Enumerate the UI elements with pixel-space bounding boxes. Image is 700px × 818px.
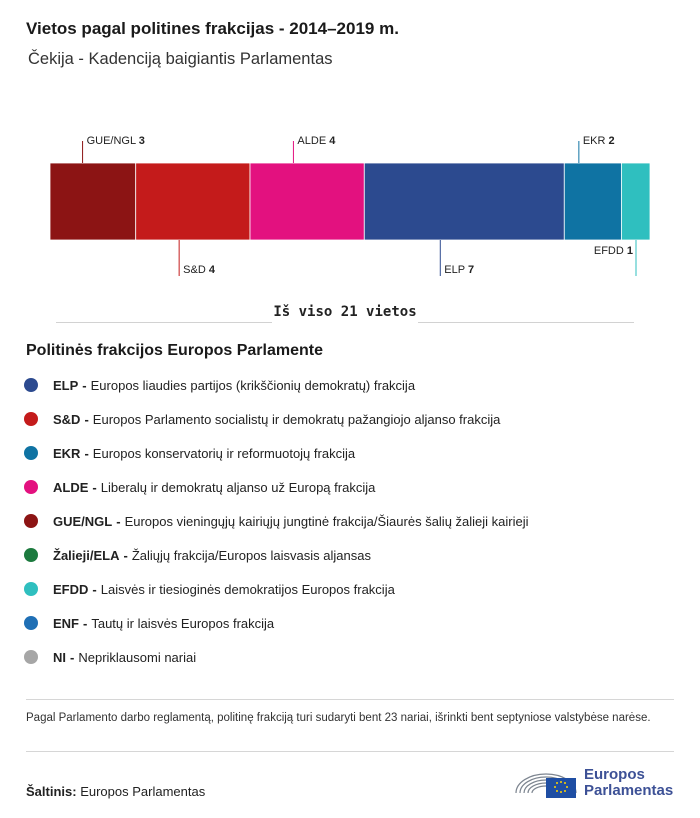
legend-dot-icon (24, 650, 38, 664)
logo-wordmark (584, 767, 673, 799)
legend-dot-icon (24, 480, 38, 494)
legend-code: S&D (53, 411, 81, 427)
source (26, 784, 205, 799)
total-rule-right (418, 322, 634, 323)
logo-line-1: Europos (584, 766, 645, 783)
legend-description: Europos Parlamento socialistų ir demokratų pažangiojo aljanso frakcija (92, 411, 501, 427)
legend-description: Tautų ir laisvės Europos frakcija (91, 615, 275, 631)
legend-separator: - (92, 581, 97, 597)
legend-description: Liberalų ir demokratų aljanso už Europą frakcija (100, 479, 376, 495)
legend-dot-icon (24, 548, 38, 562)
chart-title: Vietos pagal politines frakcijas - 2014–2019 m. (26, 19, 399, 38)
legend-item (24, 504, 684, 538)
legend-code: GUE/NGL (53, 513, 113, 529)
legend-separator: - (83, 615, 88, 631)
legend-dot-icon (24, 446, 38, 460)
legend-dot-icon (24, 582, 38, 596)
legend-item (24, 640, 684, 674)
legend-item (24, 368, 684, 402)
legend-code: EFDD (53, 581, 89, 597)
data-label-efdd: EFDD 1 (593, 245, 633, 257)
legend-separator: - (70, 649, 75, 665)
legend-description: Europos vieningųjų kairiųjų jungtinė frakcija/Šiaurės šalių žalieji kairieji (124, 513, 529, 529)
legend-dot-icon (24, 616, 38, 630)
legend-item (24, 538, 684, 572)
bar-segment-elp (364, 163, 564, 240)
legend-item (24, 470, 684, 504)
bar-segment-alde (250, 163, 364, 240)
chart-subtitle: Čekija - Kadenciją baigiantis Parlamentas (28, 50, 333, 68)
legend-separator: - (116, 513, 121, 529)
total-seats-label: Iš viso 21 vietos (273, 304, 417, 320)
footnote: Pagal Parlamento darbo reglamentą, politinę frakciją turi sudaryti bent 23 nariai, išrinkti bent septyniose valstybėse narėse. (26, 712, 651, 724)
logo-line-2: Parlamentas (584, 782, 674, 799)
legend-description: Europos konservatorių ir reformuotojų frakcija (92, 445, 356, 461)
legend-dot-icon (24, 412, 38, 426)
european-parliament-logo (512, 763, 682, 801)
legend-code: NI (53, 649, 66, 665)
legend-item (24, 606, 684, 640)
source-value: Europos Parlamentas (80, 784, 206, 799)
data-label-gue-ngl: GUE/NGL 3 (86, 135, 145, 147)
data-label-s-d: S&D 4 (183, 264, 215, 276)
legend-code: ENF (53, 615, 79, 631)
legend (24, 368, 684, 674)
legend-description: Nepriklausomi nariai (78, 649, 197, 665)
total-rule-left (56, 322, 272, 323)
legend-item (24, 572, 684, 606)
bar-segment-efdd (621, 163, 650, 240)
legend-code: ALDE (53, 479, 89, 495)
source-label: Šaltinis: (26, 784, 77, 799)
legend-description: Žaliųjų frakcija/Europos laisvasis aljansas (131, 547, 371, 563)
legend-dot-icon (24, 378, 38, 392)
note-divider-top (26, 699, 674, 700)
legend-separator: - (82, 377, 87, 393)
legend-description: Laisvės ir tiesioginės demokratijos Europos frakcija (100, 581, 395, 597)
stacked-bar-chart (0, 120, 700, 290)
data-label-elp: ELP 7 (444, 264, 475, 276)
data-label-alde: ALDE 4 (297, 135, 336, 147)
note-divider-bottom (26, 751, 674, 752)
legend-code: ELP (53, 377, 79, 393)
parliament-hemicycle-icon (512, 763, 580, 801)
bar-segment-gue-ngl (50, 163, 136, 240)
bar-segment-s-d (136, 163, 250, 240)
legend-separator: - (123, 547, 128, 563)
legend-title: Politinės frakcijos Europos Parlamente (26, 342, 323, 359)
legend-separator: - (84, 411, 89, 427)
legend-item (24, 402, 684, 436)
bar-segment-ekr (564, 163, 621, 240)
legend-item (24, 436, 684, 470)
data-label-ekr: EKR 2 (582, 135, 615, 147)
legend-separator: - (92, 479, 97, 495)
legend-code: Žalieji/ELA (53, 547, 120, 563)
legend-dot-icon (24, 514, 38, 528)
legend-separator: - (84, 445, 89, 461)
legend-description: Europos liaudies partijos (krikščionių demokratų) frakcija (90, 377, 416, 393)
legend-code: EKR (53, 445, 81, 461)
